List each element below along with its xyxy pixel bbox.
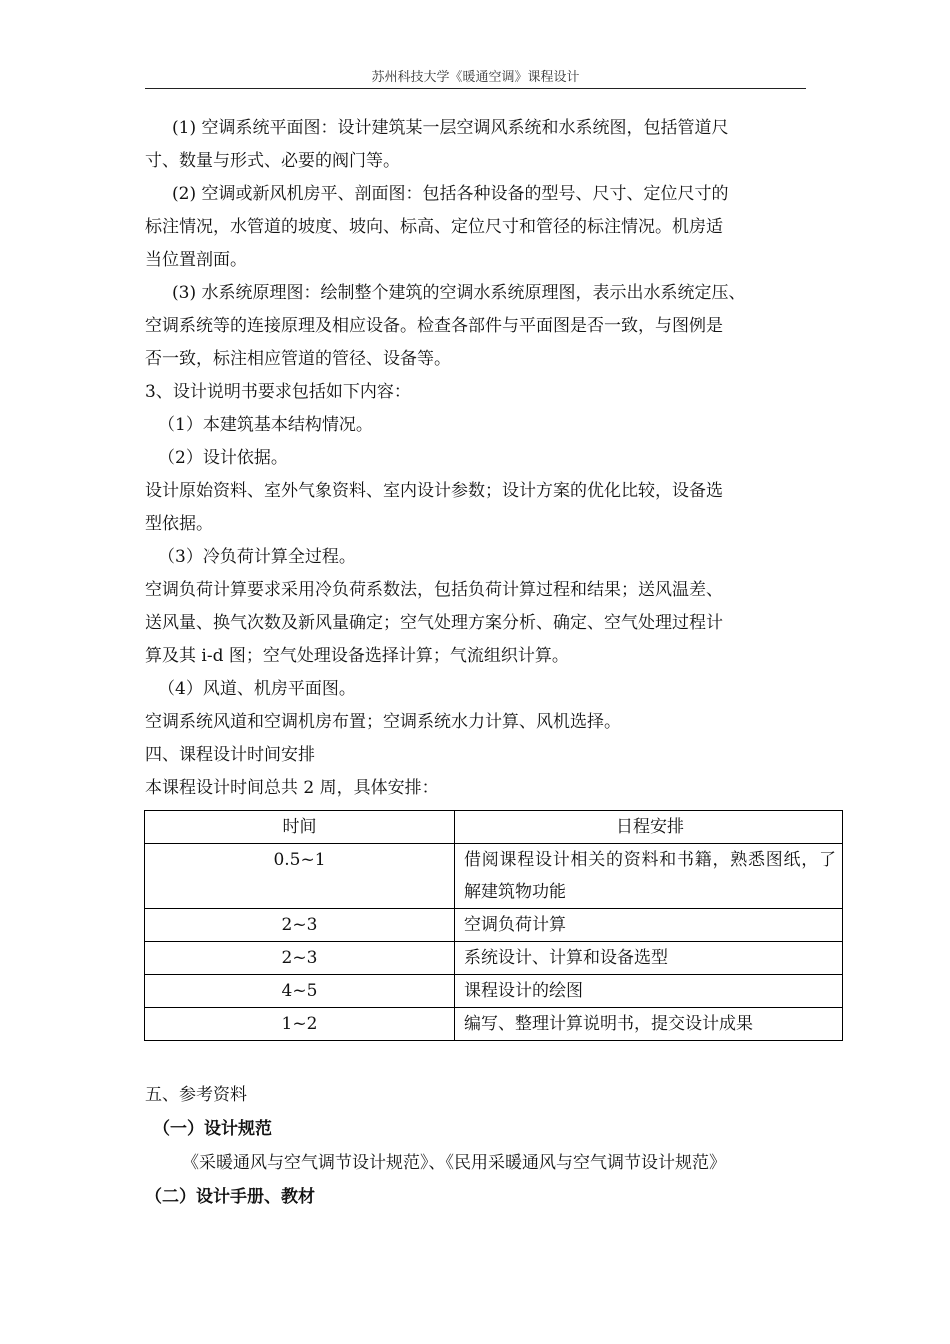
- column-header-schedule: 日程安排: [455, 811, 843, 844]
- body-text: [145, 112, 810, 805]
- list-item: （2）设计依据。: [158, 448, 288, 468]
- list-item: （1）本建筑基本结构情况。: [158, 415, 373, 435]
- task-cell: 系统设计、计算和设备选型: [455, 942, 843, 975]
- paragraph: 空调系统等的连接原理及相应设备。检查各部件与平面图是否一致，与图例是: [145, 316, 723, 336]
- time-cell: 0.5~1: [145, 844, 455, 909]
- paragraph: 否一致，标注相应管道的管径、设备等。: [145, 349, 451, 369]
- table-row: [145, 1008, 843, 1041]
- subsection-heading: （二）设计手册、教材: [145, 1187, 315, 1207]
- table-row: [145, 909, 843, 942]
- time-cell: 4~5: [145, 975, 455, 1008]
- paragraph: 设计原始资料、室外气象资料、室内设计参数；设计方案的优化比较，设备选: [145, 481, 723, 501]
- column-header-time: 时间: [145, 811, 455, 844]
- task-cell: 课程设计的绘图: [455, 975, 843, 1008]
- list-item: （3）冷负荷计算全过程。: [158, 547, 356, 567]
- section-heading: 3、设计说明书要求包括如下内容：: [145, 382, 411, 402]
- task-cell: 借阅课程设计相关的资料和书籍，熟悉图纸，了解建筑物功能: [455, 844, 843, 909]
- time-cell: 1~2: [145, 1008, 455, 1041]
- paragraph: 寸、数量与形式、必要的阀门等。: [145, 151, 400, 171]
- paragraph: (2) 空调或新风机房平、剖面图：包括各种设备的型号、尺寸、定位尺寸的: [172, 184, 729, 204]
- paragraph: 空调负荷计算要求采用冷负荷系数法，包括负荷计算过程和结果；送风温差、: [145, 580, 723, 600]
- reference-item: 《采暖通风与空气调节设计规范》、《民用采暖通风与空气调节设计规范》: [182, 1153, 726, 1173]
- schedule-table: [144, 810, 843, 1041]
- paragraph: 当位置剖面。: [145, 250, 247, 270]
- table-row: [145, 844, 843, 909]
- paragraph: (3) 水系统原理图：绘制整个建筑的空调水系统原理图，表示出水系统定压、: [172, 283, 746, 303]
- list-item: （4）风道、机房平面图。: [158, 679, 356, 699]
- task-cell: 编写、整理计算说明书，提交设计成果: [455, 1008, 843, 1041]
- paragraph: 本课程设计时间总共 2 周，具体安排：: [145, 778, 439, 798]
- table-row: [145, 942, 843, 975]
- subsection-heading: （一）设计规范: [153, 1119, 272, 1139]
- task-cell: 空调负荷计算: [455, 909, 843, 942]
- time-cell: 2~3: [145, 942, 455, 975]
- page-header: 苏州科技大学《暖通空调》课程设计: [145, 66, 806, 89]
- paragraph: 空调系统风道和空调机房布置；空调系统水力计算、风机选择。: [145, 712, 621, 732]
- table-header-row: [145, 811, 843, 844]
- references-section: [145, 1078, 810, 1214]
- time-cell: 2~3: [145, 909, 455, 942]
- paragraph: 算及其 i-d 图；空气处理设备选择计算；气流组织计算。: [145, 646, 569, 666]
- paragraph: 送风量、换气次数及新风量确定；空气处理方案分析、确定、空气处理过程计: [145, 613, 723, 633]
- paragraph: 标注情况，水管道的坡度、坡向、标高、定位尺寸和管径的标注情况。机房适: [145, 217, 723, 237]
- table-row: [145, 975, 843, 1008]
- section-heading: 四、课程设计时间安排: [145, 745, 315, 765]
- paragraph: (1) 空调系统平面图：设计建筑某一层空调风系统和水系统图，包括管道尺: [172, 118, 729, 138]
- section-heading: 五、参考资料: [145, 1085, 247, 1105]
- paragraph: 型依据。: [145, 514, 213, 534]
